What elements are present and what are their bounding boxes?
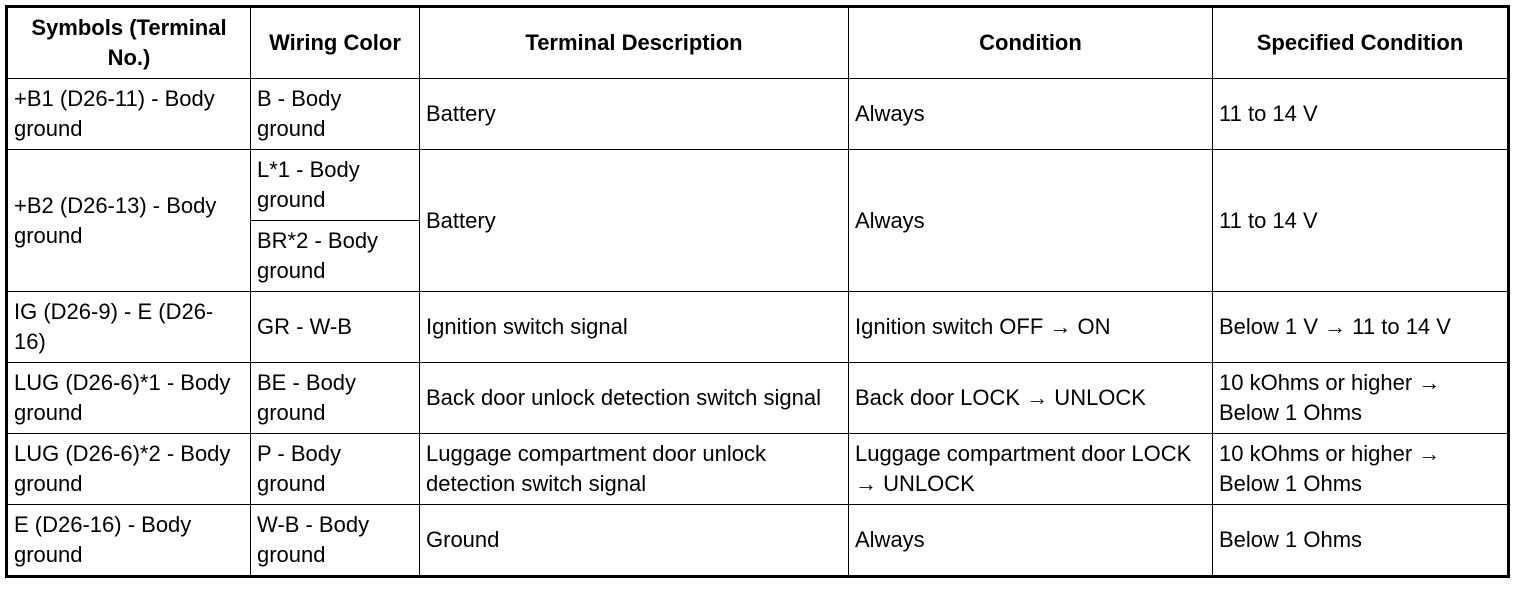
- cell-terminal-description: Luggage compartment door unlock detection switch signal: [420, 434, 849, 505]
- cell-condition: Always: [849, 79, 1213, 150]
- cell-wiring-color: L*1 - Body ground: [251, 150, 420, 221]
- table-row: [7, 363, 1509, 434]
- cell-terminal-description: Battery: [420, 79, 849, 150]
- cell-symbol: +B1 (D26-11) - Body ground: [7, 79, 251, 150]
- cell-wiring-color: B - Body ground: [251, 79, 420, 150]
- table-row: [7, 79, 1509, 150]
- cell-condition: Always: [849, 150, 1213, 292]
- cell-symbol: LUG (D26-6)*1 - Body ground: [7, 363, 251, 434]
- cell-specified-condition: 10 kOhms or higher → Below 1 Ohms: [1213, 434, 1509, 505]
- cell-terminal-description: Ignition switch signal: [420, 292, 849, 363]
- table-row: [7, 434, 1509, 505]
- cell-wiring-color: W-B - Body ground: [251, 505, 420, 577]
- cell-specified-condition: Below 1 Ohms: [1213, 505, 1509, 577]
- cell-specified-condition: 11 to 14 V: [1213, 79, 1509, 150]
- table-row: [7, 150, 1509, 221]
- table-row: [7, 292, 1509, 363]
- cell-condition: Ignition switch OFF → ON: [849, 292, 1213, 363]
- cell-symbol: E (D26-16) - Body ground: [7, 505, 251, 577]
- header-terminal-description: Terminal Description: [420, 7, 849, 79]
- cell-condition: Luggage compartment door LOCK → UNLOCK: [849, 434, 1213, 505]
- table-row: [7, 505, 1509, 577]
- cell-wiring-color: P - Body ground: [251, 434, 420, 505]
- cell-terminal-description: Battery: [420, 150, 849, 292]
- cell-wiring-color: BR*2 - Body ground: [251, 221, 420, 292]
- cell-condition: Always: [849, 505, 1213, 577]
- table-header-row: [7, 7, 1509, 79]
- cell-specified-condition: 10 kOhms or higher → Below 1 Ohms: [1213, 363, 1509, 434]
- cell-specified-condition: 11 to 14 V: [1213, 150, 1509, 292]
- terminal-spec-table-container: [5, 5, 1510, 578]
- cell-symbol: LUG (D26-6)*2 - Body ground: [7, 434, 251, 505]
- cell-symbol: IG (D26-9) - E (D26-16): [7, 292, 251, 363]
- header-specified-condition: Specified Condition: [1213, 7, 1509, 79]
- cell-wiring-color: GR - W-B: [251, 292, 420, 363]
- cell-terminal-description: Back door unlock detection switch signal: [420, 363, 849, 434]
- cell-terminal-description: Ground: [420, 505, 849, 577]
- cell-condition: Back door LOCK → UNLOCK: [849, 363, 1213, 434]
- header-wiring-color: Wiring Color: [251, 7, 420, 79]
- cell-symbol: +B2 (D26-13) - Body ground: [7, 150, 251, 292]
- cell-wiring-color: BE - Body ground: [251, 363, 420, 434]
- terminal-spec-table: [5, 5, 1510, 578]
- header-condition: Condition: [849, 7, 1213, 79]
- header-symbols: Symbols (Terminal No.): [7, 7, 251, 79]
- cell-specified-condition: Below 1 V → 11 to 14 V: [1213, 292, 1509, 363]
